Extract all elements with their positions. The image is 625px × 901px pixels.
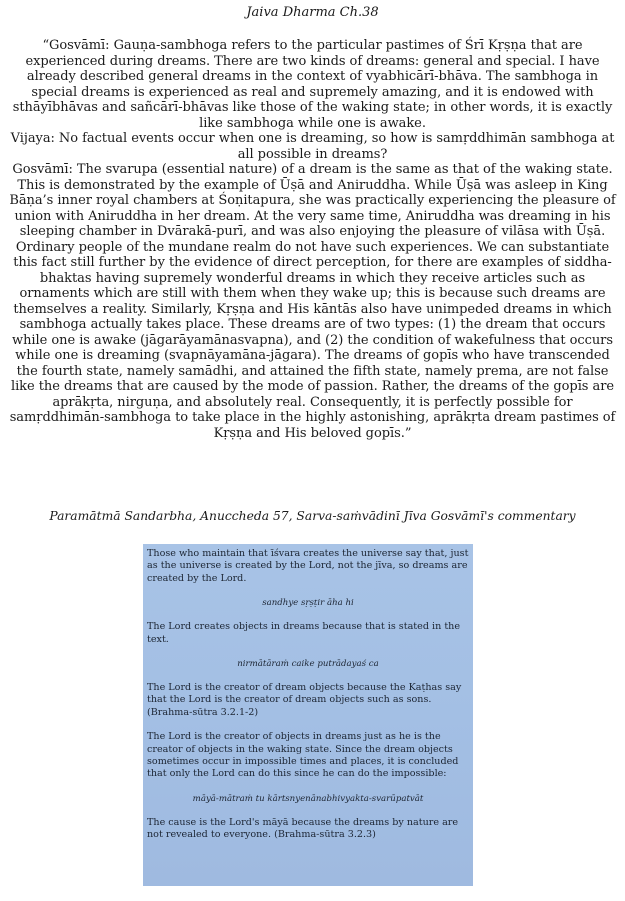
excerpt-paragraph-3: The Lord is the creator of dream objects because the Kaṭhas say that the Lord is the creator of dream objects such as sons. (Brahma-sūtra 3.2.1-2) <box>147 682 462 718</box>
sanskrit-verse-3: māyā-mātraṁ tu kārtsnyenānabhivyakta-svarūpatvāt <box>192 793 424 804</box>
excerpt-paragraph-5: The cause is the Lord's māyā because the dreams by nature are not revealed to everyone. (Brahma-sūtra 3.2.3) <box>147 816 459 841</box>
sanskrit-verse-1: sandhye sṛṣṭir āha hi <box>262 598 354 609</box>
paragraph-vijaya-question: Vijaya: No factual events occur when one is dreaming, so how is samṛddhimān sambhoga at all possible in dreams? <box>10 131 615 162</box>
dialogue-passage <box>8 38 617 441</box>
sanskrit-verse-2: nirmātāraṁ caike putrādayaś ca <box>237 659 379 670</box>
paragraph-gosvami-answer: Gosvāmī: The svarupa (essential nature) of a dream is the same as that of the waking state. This is demonstrated by the example of Ūṣā and Aniruddha. While Ūṣā was asleep in King Bāṇa’s inner royal chambers at Śoṇitapura, she was practically experiencing the pleasure of union with Aniruddha in her dream. At the very same time, Aniruddha was dreaming in his sleeping chamber in Dvārakā-purī, and was also enjoying the pleasure of vilāsa with Ūṣā. Ordinary people of the mundane realm do not have such experiences. We can substantiate this fact still further by the evidence of direct perception, for there are examples of siddha-bhaktas having supremely wonderful dreams in which they receive articles such as ornaments which are still with them when they wake up; this is because such dreams are themselves a reality. Similarly, Kṛṣṇa and His kāntās also have unimpeded dreams in which sambhoga actually takes place. These dreams are of two types: (1) the dream that occurs while one is awake (jāgarāyamānasvapna), and (2) the condition of wakefulness that occurs while one is dreaming (svapnāyamāna-jāgara). The dreams of gopīs who have transcended the fourth state, namely samādhi, and attained the fifth state, namely prema, are not false like the dreams that are caused by the mode of passion. Rather, the dreams of the gopīs are aprākṛta, nirguṇa, and absolutely real. Consequently, it is perfectly possible for samṛddhimān-sambhoga to take place in the highly astonishing, aprākṛta dream pastimes of Kṛṣṇa and His beloved gopīs.” <box>9 162 616 441</box>
chapter-heading: Jaiva Dharma Ch.38 <box>246 5 379 20</box>
scanned-excerpt <box>143 544 473 886</box>
excerpt-paragraph-2: The Lord creates objects in dreams because that is stated in the text. <box>147 621 461 645</box>
citation-heading: Paramātmā Sandarbha, Anuccheda 57, Sarva-saṁvādinī Jīva Gosvāmī's commentary <box>49 509 576 523</box>
excerpt-paragraph-4: The Lord is the creator of objects in dreams just as he is the creator of objects in the waking state. Since the dream objects sometimes occur in impossible times and places, it is concluded that only the Lord can do this since he can do the impossible: <box>147 731 459 780</box>
paragraph-gosvami-intro: “Gosvāmī: Gauṇa-sambhoga refers to the particular pastimes of Śrī Kṛṣṇa that are experienced during dreams. There are two kinds of dreams: general and special. I have already described general dreams in the context of vyabhicārī-bhāva. The sambhoga in special dreams is experienced as real and supremely amazing, and it is endowed with sthāyībhāvas and sañcārī-bhāvas like those of the waking state; in other words, it is exactly like sambhoga while one is awake. <box>12 38 613 131</box>
excerpt-paragraph-1: Those who maintain that īśvara creates the universe say that, just as the universe is created by the Lord, not the jīva, so dreams are created by the Lord. <box>147 548 469 584</box>
